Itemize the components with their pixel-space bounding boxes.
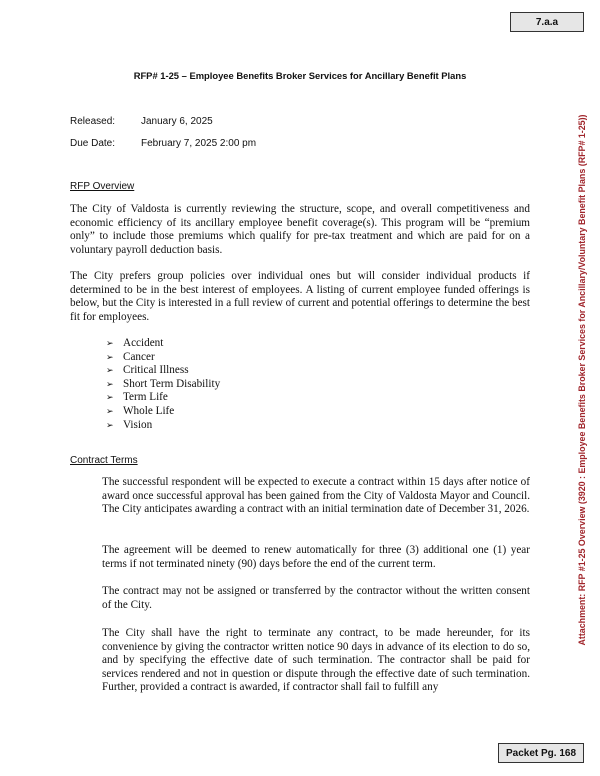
document-title: RFP# 1-25 – Employee Benefits Broker Services for Ancillary Benefit Plans	[133, 70, 467, 81]
contract-paragraph-3: The contract may not be assigned or transferred by the contractor without the written consent of the City.	[102, 585, 530, 611]
contract-paragraph-4: The City shall have the right to terminate any contract, to be made hereunder, for its convenience by giving the contractor written notice 90 days in advance of its election to do so, and by specifying the effective date of such termination. The contractor shall be paid for services rendered and not in question or dispute through the effective date of such termination. Further, provided a contract is awarded, if contractor shall fail to fulfill any	[102, 627, 530, 694]
list-item: ➢ Term Life	[106, 391, 168, 404]
attachment-sidebar-label: Attachment: RFP #1-25 Overview (3920 : Employee Benefits Broker Services for Ancillary/Voluntary Benefit Plans (RFP# 1-25))	[577, 114, 587, 646]
overview-paragraph-1: The City of Valdosta is currently reviewing the structure, scope, and overall competitiveness and economic efficiency of its ancillary employee benefit coverage(s). This program will be “premium only” to include those premiums which qualify for pre-tax treatment and which are paid for on a voluntary payroll deduction basis.	[70, 203, 530, 256]
arrow-bullet-icon: ➢	[106, 365, 114, 376]
list-item: ➢ Whole Life	[106, 404, 175, 417]
contract-paragraph-2: The agreement will be deemed to renew automatically for three (3) additional one (1) year terms if not terminated ninety (90) days before the end of the current term.	[102, 544, 530, 570]
released-value: January 6, 2025	[141, 116, 213, 127]
released-row	[70, 116, 213, 127]
due-date-row	[70, 138, 256, 149]
due-date-value: February 7, 2025 2:00 pm	[141, 138, 257, 149]
arrow-bullet-icon: ➢	[106, 378, 114, 389]
overview-paragraph-2: The City prefers group policies over individual ones but will consider individual products if determined to be in the best interest of employees. A listing of current employee funded offerings is below, but the City is interested in a full review of current and potential offerings to determine the best fit for employees.	[70, 270, 530, 323]
due-date-label: Due Date:	[70, 138, 116, 149]
arrow-bullet-icon: ➢	[106, 405, 114, 416]
contract-terms-heading: Contract Terms	[70, 455, 138, 466]
overview-heading: RFP Overview	[70, 181, 135, 192]
benefit-list	[106, 337, 220, 432]
arrow-bullet-icon: ➢	[106, 351, 114, 362]
document-tag: 7.a.a	[510, 12, 584, 32]
contract-paragraph-1: The successful respondent will be expected to execute a contract within 15 days after notice of award once successful approval has been gained from the City of Valdosta Mayor and Council. The City anticipates awarding a contract with an initial termination date of December 31, 2026.	[102, 476, 530, 516]
list-item: ➢ Vision	[106, 418, 153, 431]
list-item: ➢ Short Term Disability	[106, 377, 221, 390]
arrow-bullet-icon: ➢	[106, 419, 114, 430]
list-item: ➢ Cancer	[106, 350, 155, 363]
list-item: ➢ Accident	[106, 337, 164, 349]
list-item: ➢ Critical Illness	[106, 364, 189, 377]
packet-page-number: Packet Pg. 168	[498, 743, 584, 763]
arrow-bullet-icon: ➢	[106, 338, 114, 348]
released-label: Released:	[70, 116, 116, 127]
arrow-bullet-icon: ➢	[106, 392, 114, 403]
